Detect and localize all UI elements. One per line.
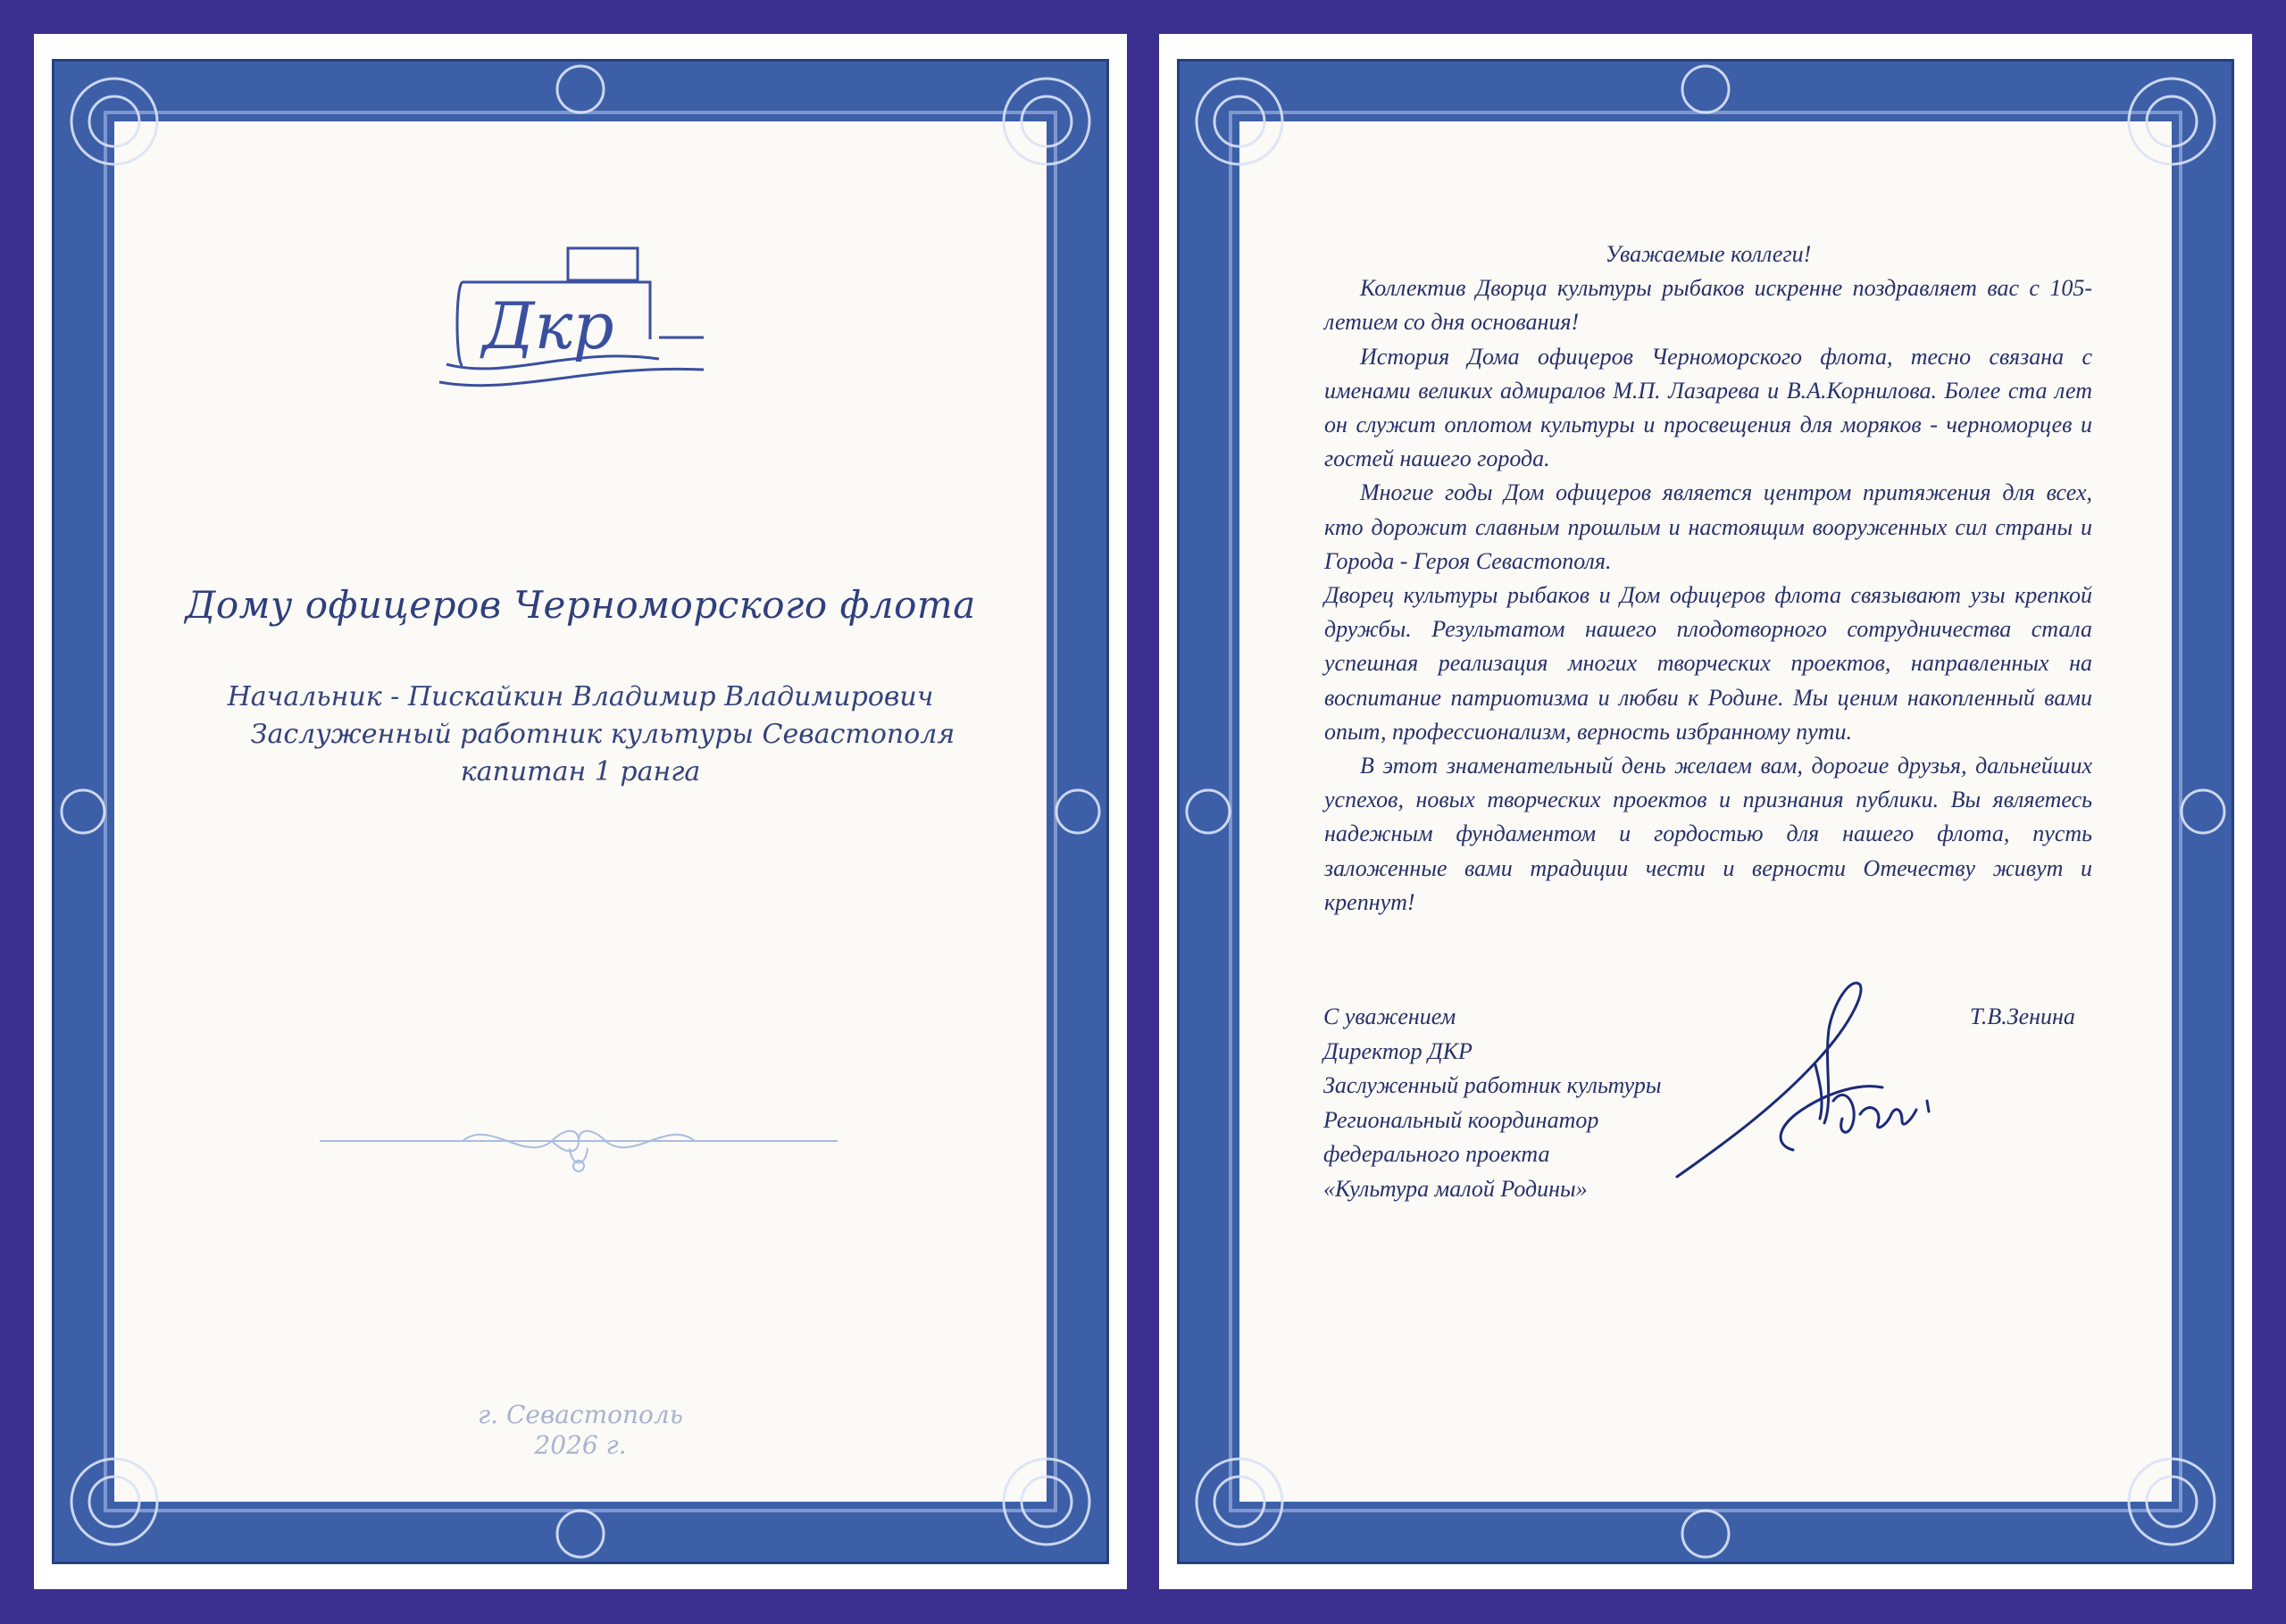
- signature-block: [1323, 1000, 1661, 1206]
- letter-paragraph-5: В этот знаменательный день желаем вам, дорогие друзья, дальнейших успехов, новых творческих проектов и признания публики. Вы являетесь надежным фундаментом и гордостью для нашего флота, пусть заложенные вами традиции чести и верности Отечеству живут и крепнут!: [1324, 753, 2092, 915]
- congratulation-letter-page: [1159, 34, 2252, 1589]
- sign-line-5: федерального проекта: [1323, 1141, 1550, 1167]
- sign-line-1: С уважением: [1323, 1004, 1456, 1029]
- letter-body: [1324, 237, 2092, 920]
- dkr-logo: [436, 212, 757, 418]
- year-text: 2026 г.: [534, 1430, 627, 1460]
- sign-line-6: «Культура малой Родины»: [1323, 1175, 1588, 1202]
- letter-paragraph-3: Многие годы Дом офицеров является центром притяжения для всех, кто дорожит славным прошлым и настоящим вооруженных сил страны и Города - Героя Севастополя.: [1324, 479, 2092, 574]
- recipient-line-2: Заслуженный работник культуры Севастополя: [250, 719, 955, 750]
- logo-text: Дкр: [482, 288, 614, 363]
- flourish-divider: [320, 1114, 838, 1186]
- recipient-title: Дому офицеров Черноморского флота: [185, 583, 976, 627]
- signer-name: Т.В.Зенина: [1970, 1004, 2075, 1029]
- place-text: г. Севастополь: [478, 1400, 683, 1429]
- sign-line-3: Заслуженный работник культуры: [1323, 1072, 1662, 1098]
- sign-line-4: Региональный координатор: [1323, 1106, 1599, 1133]
- sign-line-2: Директор ДКР: [1323, 1037, 1473, 1064]
- recipient-details: [34, 679, 1127, 791]
- handwritten-signature: [1668, 967, 1990, 1199]
- letter-greeting: Уважаемые коллеги!: [1605, 241, 1812, 267]
- recipient-line-1: Начальник - Пискайкин Владимир Владимирович: [227, 681, 934, 712]
- recipient-line-3: капитан 1 ранга: [460, 756, 701, 787]
- letter-paragraph-1: Коллектив Дворца культуры рыбаков искренне поздравляет вас с 105-летием со дня основания!: [1324, 275, 2092, 336]
- certificate-cover-page: [34, 34, 1127, 1589]
- letter-paragraph-2: История Дома офицеров Черноморского флота, тесно связана с именами великих адмиралов М.П. Лазарева и В.А.Корнилова. Более ста лет он служит оплотом культуры и просвещения для моряков - черноморцев и гостей нашего города.: [1324, 343, 2092, 472]
- letter-paragraph-4: Дворец культуры рыбаков и Дом офицеров флота связывают узы крепкой дружбы. Результатом нашего плодотворного сотрудничества стала успешная реализация многих творческих проектов, направленных на воспитание патриотизма и любви к Родине. Мы ценим накопленный вами опыт, профессионализм, верность избранному пути.: [1324, 582, 2092, 745]
- place-and-date: [34, 1400, 1127, 1461]
